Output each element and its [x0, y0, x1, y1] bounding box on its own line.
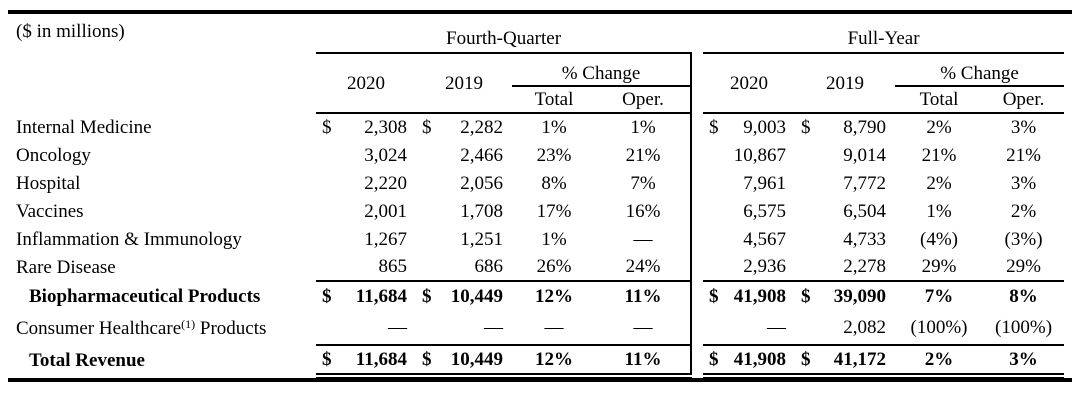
value: 686 — [474, 256, 503, 277]
fy-total-pct-cell: 2% — [926, 117, 952, 138]
fq-2019-cell — [416, 141, 512, 169]
value: 7,772 — [843, 172, 887, 194]
fq-2020-cell — [316, 311, 416, 345]
value: 41,908 — [733, 349, 787, 370]
fq-oper-pct-cell: 16% — [625, 200, 661, 222]
fy-total-pct-cell: (100%) — [910, 317, 968, 338]
dollar-sign: $ — [801, 286, 811, 307]
dollar-sign: $ — [422, 117, 432, 138]
table-row-inflammation-immunology — [16, 225, 1064, 253]
fy-2020-cell — [703, 345, 795, 376]
revenue-table — [16, 16, 1064, 379]
fy-2020-cell — [703, 225, 795, 253]
row-label: Inflammation & Immunology — [16, 228, 242, 250]
label-text: Products — [195, 317, 267, 339]
value: 2,282 — [460, 117, 503, 138]
fq-2020-cell — [316, 169, 416, 197]
fq-pct-change-header: % Change — [512, 53, 691, 86]
fy-total-pct-cell: (4%) — [920, 228, 959, 250]
fy-oper-pct-cell: (100%) — [995, 317, 1053, 338]
fq-oper-pct-cell: — — [633, 317, 653, 338]
fy-total-pct-cell: 2% — [895, 345, 983, 376]
table-row-vaccines — [16, 197, 1064, 225]
value: 2,308 — [364, 117, 407, 138]
table-row-internal-medicine — [16, 113, 1064, 141]
value: 10,449 — [450, 286, 503, 307]
fy-2020-cell — [703, 253, 795, 281]
fy-2019-cell — [795, 253, 895, 281]
fy-2020-cell — [703, 197, 795, 225]
value: 2,082 — [843, 317, 887, 338]
fq-oper-pct-cell: 11% — [596, 345, 691, 376]
fy-2019-cell — [795, 169, 895, 197]
section-divider — [691, 281, 703, 311]
section-divider — [691, 141, 703, 169]
fq-total-pct-cell: 1% — [541, 117, 567, 138]
fy-total-pct-cell: 21% — [921, 144, 957, 166]
fq-total-pct-cell: 12% — [512, 345, 596, 376]
fy-total-pct-cell: 7% — [895, 281, 983, 311]
fq-oper-header: Oper. — [596, 86, 691, 113]
fq-2019-cell — [416, 113, 512, 141]
fq-oper-pct-cell: 1% — [630, 117, 656, 138]
fy-oper-pct-cell: 29% — [1006, 256, 1041, 277]
fq-total-pct-cell: 1% — [541, 228, 567, 250]
financial-table-frame — [8, 10, 1072, 382]
section-divider — [691, 311, 703, 345]
section-divider — [691, 169, 703, 197]
fy-2020-cell — [703, 169, 795, 197]
row-label: Rare Disease — [16, 256, 116, 278]
fq-2020-cell — [316, 281, 416, 311]
fy-2019-cell — [795, 141, 895, 169]
fy-2019-cell — [795, 113, 895, 141]
fq-total-header: Total — [512, 86, 596, 113]
dollar-sign: $ — [322, 117, 332, 138]
section-gap — [691, 16, 703, 53]
fq-2020-cell — [316, 141, 416, 169]
fy-oper-pct-cell: 3% — [1010, 117, 1037, 138]
fy-2019-cell — [795, 225, 895, 253]
fq-2020-cell — [316, 197, 416, 225]
fy-oper-pct-cell: 2% — [1010, 200, 1037, 222]
row-label: Oncology — [16, 144, 91, 166]
fy-oper-pct-cell: 21% — [1006, 144, 1041, 166]
value: — — [388, 317, 407, 338]
fq-oper-pct-cell: 11% — [596, 281, 691, 311]
dollar-sign: $ — [709, 286, 719, 307]
value: 1,708 — [460, 200, 503, 222]
fq-oper-pct-cell: 24% — [625, 256, 661, 277]
value: — — [484, 317, 503, 338]
row-label — [16, 311, 316, 345]
value: 2,056 — [460, 172, 503, 194]
value: 1,251 — [460, 228, 503, 250]
fy-2020-cell — [703, 113, 795, 141]
row-label: Vaccines — [16, 200, 84, 222]
dollar-sign: $ — [322, 349, 332, 370]
fy-oper-pct-cell: 8% — [983, 281, 1064, 311]
value: 2,936 — [743, 256, 787, 277]
fy-2020-cell — [703, 141, 795, 169]
fq-oper-pct-cell: — — [633, 228, 653, 250]
dollar-sign: $ — [709, 117, 719, 138]
dollar-sign: $ — [422, 286, 432, 307]
group-header-row — [16, 16, 1064, 53]
fy-oper-pct-cell: 3% — [1010, 172, 1037, 194]
fy-pct-change-header: % Change — [895, 53, 1064, 86]
fq-2020-header: 2020 — [316, 53, 416, 113]
fq-2020-cell — [316, 225, 416, 253]
dollar-sign: $ — [422, 349, 432, 370]
fq-2020-cell — [316, 345, 416, 376]
fy-2020-header: 2020 — [703, 53, 795, 113]
units-label: ($ in millions) — [16, 21, 125, 42]
value: 2,220 — [364, 172, 407, 194]
value: 41,172 — [833, 349, 887, 370]
full-year-group-header: Full-Year — [703, 16, 1064, 53]
fy-2019-cell — [795, 311, 895, 345]
fq-total-pct-cell: 12% — [512, 281, 596, 311]
section-divider — [691, 113, 703, 141]
fy-2019-header: 2019 — [795, 53, 895, 113]
fy-oper-pct-cell: 3% — [983, 345, 1064, 376]
value: 3,024 — [364, 144, 407, 166]
value: 8,790 — [843, 117, 887, 138]
fq-2019-cell — [416, 253, 512, 281]
fq-2019-cell — [416, 197, 512, 225]
section-divider — [691, 225, 703, 253]
fq-total-pct-cell: 26% — [536, 256, 572, 277]
value: 10,867 — [733, 144, 787, 166]
table-row-consumer-healthcare — [16, 311, 1064, 345]
footnote-superscript: (1) — [181, 316, 196, 331]
fq-total-pct-cell: 8% — [541, 172, 567, 194]
table-row-rare-disease — [16, 253, 1064, 281]
value: 2,001 — [364, 200, 407, 222]
value: 7,961 — [743, 172, 787, 194]
value: 1,267 — [364, 228, 407, 250]
value: 4,733 — [843, 228, 887, 250]
fq-total-pct-cell: — — [544, 317, 564, 338]
fy-total-pct-cell: 2% — [926, 172, 952, 194]
fy-2020-cell — [703, 281, 795, 311]
row-label: Biopharmaceutical Products — [29, 285, 261, 307]
fy-2020-cell — [703, 311, 795, 345]
value: 11,684 — [355, 349, 407, 370]
dollar-sign: $ — [801, 349, 811, 370]
value: 10,449 — [450, 349, 503, 370]
dollar-sign: $ — [709, 349, 719, 370]
value: 6,575 — [743, 200, 787, 222]
fq-total-pct-cell: 17% — [536, 200, 572, 222]
fq-oper-pct-cell: 7% — [630, 172, 656, 194]
value: 4,567 — [743, 228, 787, 250]
value: 2,466 — [460, 144, 503, 166]
fq-2019-cell — [416, 281, 512, 311]
table-row-hospital — [16, 169, 1064, 197]
value: 41,908 — [733, 286, 787, 307]
table-row-oncology — [16, 141, 1064, 169]
fq-total-pct-cell: 23% — [536, 144, 572, 166]
fq-oper-pct-cell: 21% — [625, 144, 661, 166]
row-label: Internal Medicine — [16, 116, 152, 138]
table-row-biopharmaceutical-products — [16, 281, 1064, 311]
dollar-sign: $ — [322, 286, 332, 307]
fq-2020-cell — [316, 253, 416, 281]
value: 865 — [378, 256, 407, 277]
fy-2019-cell — [795, 281, 895, 311]
fy-oper-pct-cell: (3%) — [1004, 228, 1043, 250]
value: 11,684 — [355, 286, 407, 307]
fq-2019-cell — [416, 169, 512, 197]
value: 2,278 — [843, 256, 887, 277]
value: — — [767, 317, 787, 338]
row-label: Total Revenue — [29, 350, 145, 371]
fq-2019-cell — [416, 225, 512, 253]
section-divider — [691, 197, 703, 225]
value: 9,003 — [743, 117, 787, 138]
section-divider — [691, 345, 703, 376]
fy-total-pct-cell: 29% — [921, 256, 957, 277]
fy-total-pct-cell: 1% — [926, 200, 952, 222]
value: 9,014 — [843, 144, 887, 166]
value: 39,090 — [833, 286, 887, 307]
value: 6,504 — [843, 200, 887, 222]
fq-2019-cell — [416, 345, 512, 376]
label-text: Consumer Healthcare — [16, 317, 182, 339]
fourth-quarter-group-header: Fourth-Quarter — [316, 16, 691, 53]
table-row-total-revenue — [16, 345, 1064, 376]
fq-2020-cell — [316, 113, 416, 141]
fy-oper-header: Oper. — [983, 86, 1064, 113]
fq-2019-header: 2019 — [416, 53, 512, 113]
section-divider — [691, 53, 703, 113]
row-label: Hospital — [16, 172, 81, 194]
fy-total-header: Total — [895, 86, 983, 113]
section-divider — [691, 253, 703, 281]
fq-2019-cell — [416, 311, 512, 345]
fy-2019-cell — [795, 197, 895, 225]
dollar-sign: $ — [801, 117, 811, 138]
fy-2019-cell — [795, 345, 895, 376]
